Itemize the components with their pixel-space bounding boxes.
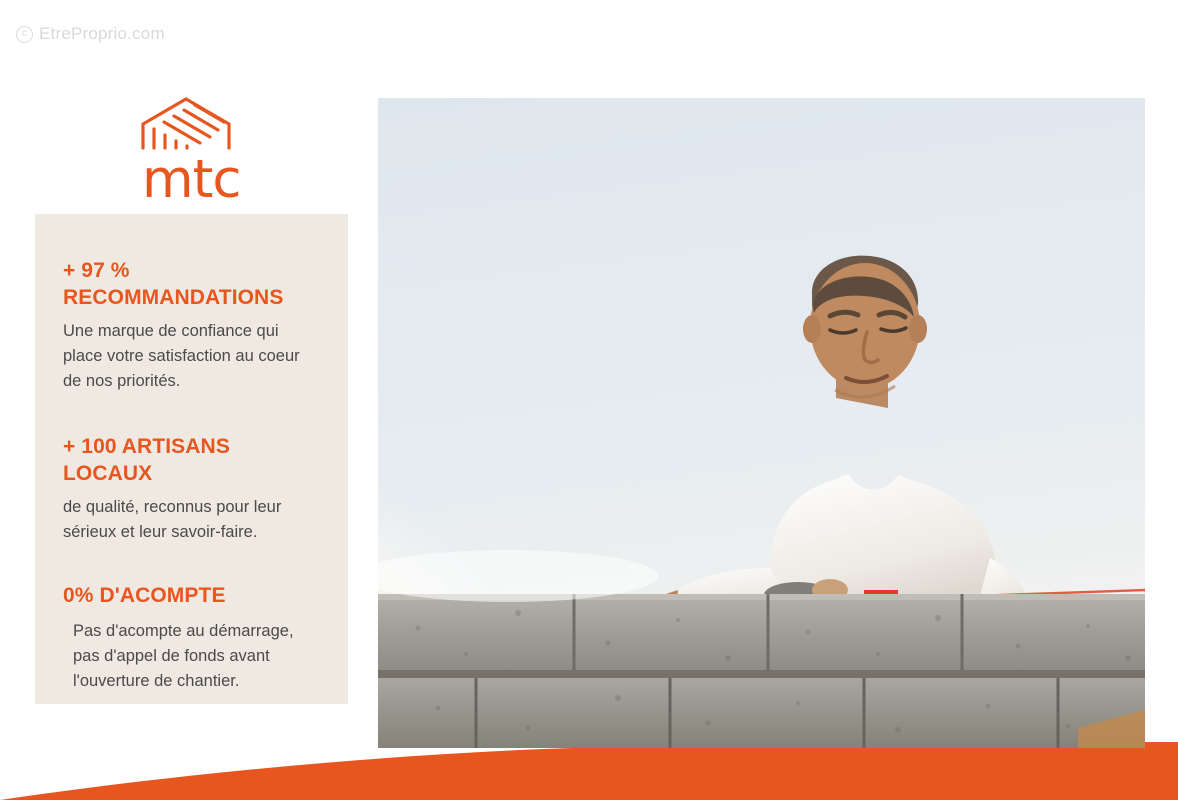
copyright-icon: c (16, 26, 33, 43)
fact-body: Une marque de confiance qui place votre satisfaction au coeur de nos priorités. (63, 321, 300, 390)
left-content-column (0, 0, 378, 800)
fact-title: + 97 % RECOMMANDATIONS (63, 259, 284, 309)
brand-logo[interactable] (140, 96, 241, 210)
house-lines-icon (140, 96, 232, 151)
watermark-label: EtreProprio.com (39, 24, 165, 43)
fact-title: 0% D'ACOMPTE (63, 583, 226, 607)
fact-item (63, 258, 316, 394)
fact-body: Pas d'acompte au démarrage, pas d'appel de fonds avant l'ouverture de chantier. (73, 621, 294, 690)
fact-body: de qualité, reconnus pour leur sérieux et leur savoir-faire. (63, 497, 282, 541)
hero-photo-illustration (378, 98, 1145, 748)
fact-title: + 100 ARTISANS LOCAUX (63, 434, 230, 485)
brand-wordmark: mtc (142, 149, 241, 210)
key-facts-panel (35, 214, 348, 704)
fact-item (63, 583, 316, 694)
watermark (16, 24, 165, 44)
fact-item (63, 434, 316, 545)
hero-photo (378, 98, 1145, 748)
